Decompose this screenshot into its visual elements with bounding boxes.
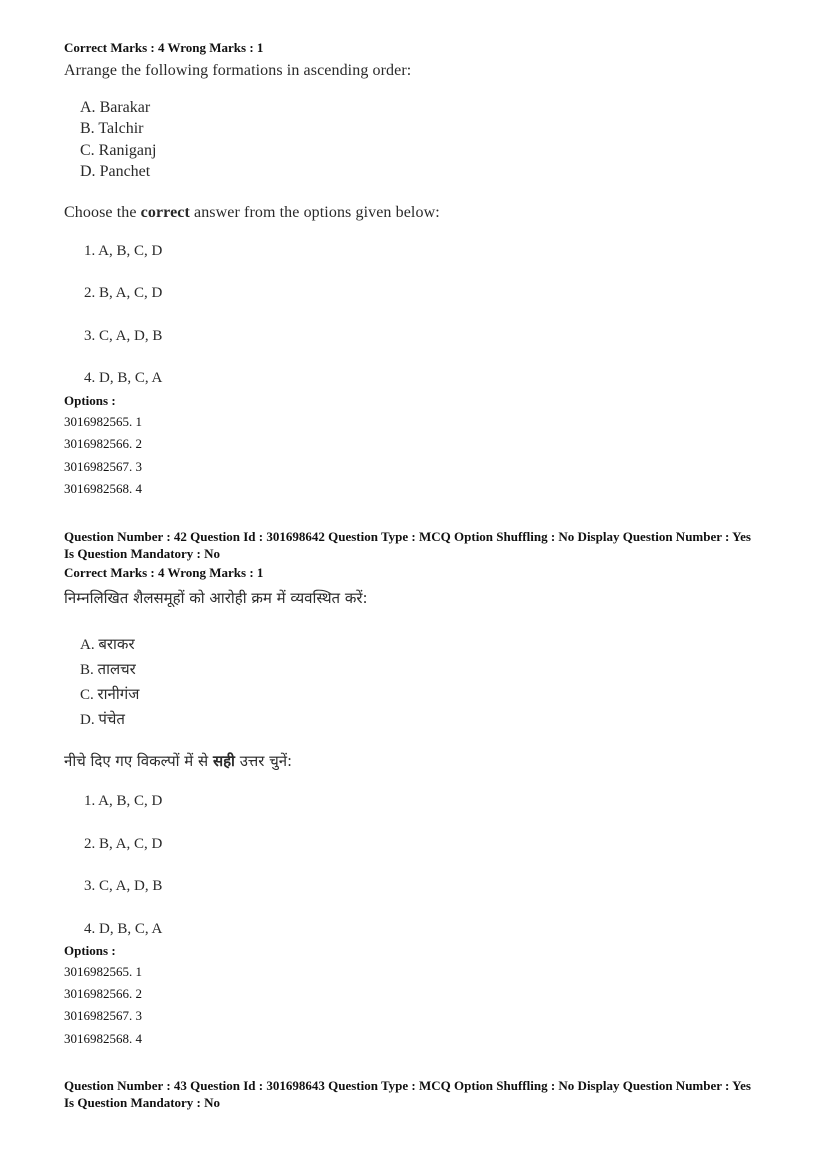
item-letter: C.: [80, 142, 95, 159]
q42-item-a: [80, 634, 135, 654]
q42-option-id-2: 3016982566. 2: [64, 986, 142, 1001]
q41-choose-instruction: [64, 204, 440, 222]
q41-answer-3[interactable]: 3. C, A, D, B: [84, 328, 163, 344]
q42-choose-instruction: [64, 751, 292, 771]
item-letter: A.: [80, 637, 95, 653]
q42-answer-3[interactable]: 3. C, A, D, B: [84, 878, 163, 894]
q41-options-label: Options :: [64, 393, 116, 408]
q41-item-c: [80, 142, 156, 160]
q42-option-id-3: 3016982567. 3: [64, 1008, 142, 1023]
q41-answer-1[interactable]: 1. A, B, C, D: [84, 243, 163, 259]
q41-option-id-4: 3016982568. 4: [64, 481, 142, 496]
item-letter: D.: [80, 163, 96, 180]
q41-answer-4[interactable]: 4. D, B, C, A: [84, 370, 163, 386]
item-text: रानीगंज: [97, 685, 140, 703]
q42-question-text: निम्नलिखित शैलसमूहों को आरोही क्रम में व्यवस्थित करें:: [64, 589, 368, 607]
q42-options-label: Options :: [64, 943, 116, 958]
q41-answer-2[interactable]: 2. B, A, C, D: [84, 285, 163, 301]
choose-text-pre: नीचे दिए गए विकल्पों में से: [64, 752, 213, 770]
item-text: पंचेत: [98, 710, 125, 728]
item-text: तालचर: [97, 660, 136, 678]
item-text: Raniganj: [98, 142, 157, 159]
q42-answer-2[interactable]: 2. B, A, C, D: [84, 836, 163, 852]
q42-item-d: [80, 709, 125, 729]
q41-item-b: [80, 120, 143, 138]
q42-option-id-1: 3016982565. 1: [64, 964, 142, 979]
item-letter: C.: [80, 687, 94, 703]
q41-option-id-2: 3016982566. 2: [64, 436, 142, 451]
item-letter: D.: [80, 712, 95, 728]
q42-answer-4[interactable]: 4. D, B, C, A: [84, 921, 163, 937]
item-letter: A.: [80, 99, 96, 116]
q41-question-text: Arrange the following formations in ascending order:: [64, 62, 412, 79]
q41-option-id-3: 3016982567. 3: [64, 459, 142, 474]
q42-marks: Correct Marks : 4 Wrong Marks : 1: [64, 565, 264, 580]
item-text: Talchir: [98, 120, 144, 137]
q42-item-c: [80, 684, 139, 704]
q43-header: Question Number : 43 Question Id : 301698643 Question Type : MCQ Option Shuffling : No Display Question Number : Yes Is Question Mandatory : No: [64, 1078, 751, 1110]
choose-text-post: उत्तर चुनें:: [234, 752, 293, 770]
q42-item-b: [80, 659, 136, 679]
q41-option-id-1: 3016982565. 1: [64, 414, 142, 429]
q42-option-id-4: 3016982568. 4: [64, 1031, 142, 1046]
q42-answer-1[interactable]: 1. A, B, C, D: [84, 793, 163, 809]
choose-text-bold: सही: [212, 752, 235, 770]
item-text: बराकर: [98, 635, 135, 653]
item-text: Panchet: [99, 163, 151, 180]
q41-item-a: [80, 99, 150, 117]
item-letter: B.: [80, 662, 94, 678]
item-letter: B.: [80, 120, 95, 137]
choose-text-bold: correct: [140, 204, 190, 221]
choose-text-post: answer from the options given below:: [189, 204, 440, 221]
q41-marks: Correct Marks : 4 Wrong Marks : 1: [64, 40, 264, 55]
q41-item-d: [80, 163, 150, 181]
choose-text-pre: Choose the: [64, 204, 141, 221]
item-text: Barakar: [99, 99, 151, 116]
q42-header: Question Number : 42 Question Id : 301698642 Question Type : MCQ Option Shuffling : No Display Question Number : Yes Is Question Mandatory : No: [64, 529, 751, 561]
